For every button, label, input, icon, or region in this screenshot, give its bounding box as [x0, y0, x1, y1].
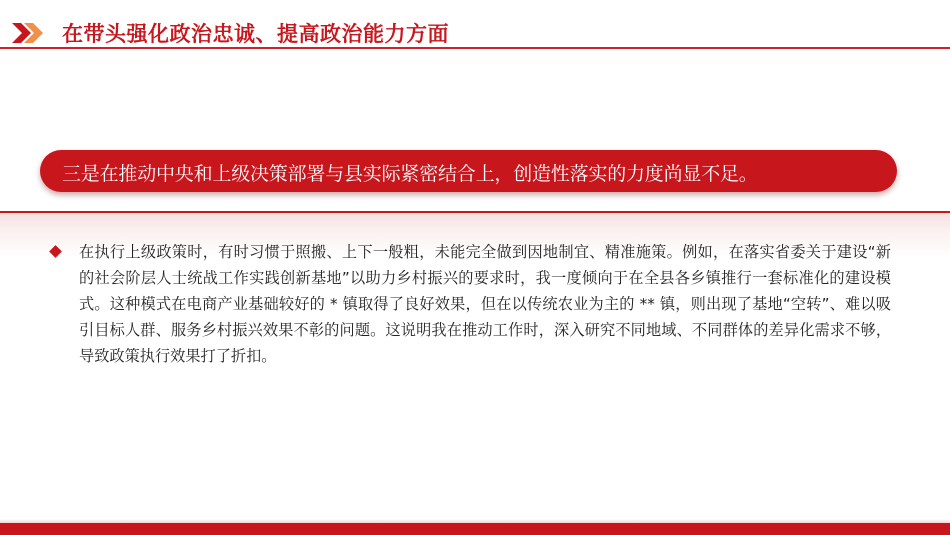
point-banner [40, 150, 897, 192]
page-title: 在带头强化政治忠诚、提高政治能力方面 [62, 22, 449, 46]
body-paragraph: 在执行上级政策时，有时习惯于照搬、上下一般粗，未能完全做到因地制宜、精准施策。例如，在落实省委关于建设“新的社会阶层人士统战工作实践创新基地”以助力乡村振兴的要求时，我一度倾向于在全县各乡镇推行一套标准化的建设模式。这种模式在电商产业基础较好的 * 镇取得了良好效果，但在以传统农业为主的 ** 镇，则出现了基地“空转”、难以吸引目标人群、服务乡村振兴效果不彰的问题。这说明我在推动工作时，深入研究不同地域、不同群体的差异化需求不够，导致政策执行效果打了折扣。 [79, 243, 891, 365]
slide-header [0, 0, 950, 50]
banner-text: 三是在推动中央和上级决策部署与县实际紧密结合上，创造性落实的力度尚显不足。 [62, 163, 758, 185]
footer-bar [0, 523, 950, 535]
double-chevron-right-icon [12, 23, 50, 43]
title-divider [0, 47, 950, 49]
